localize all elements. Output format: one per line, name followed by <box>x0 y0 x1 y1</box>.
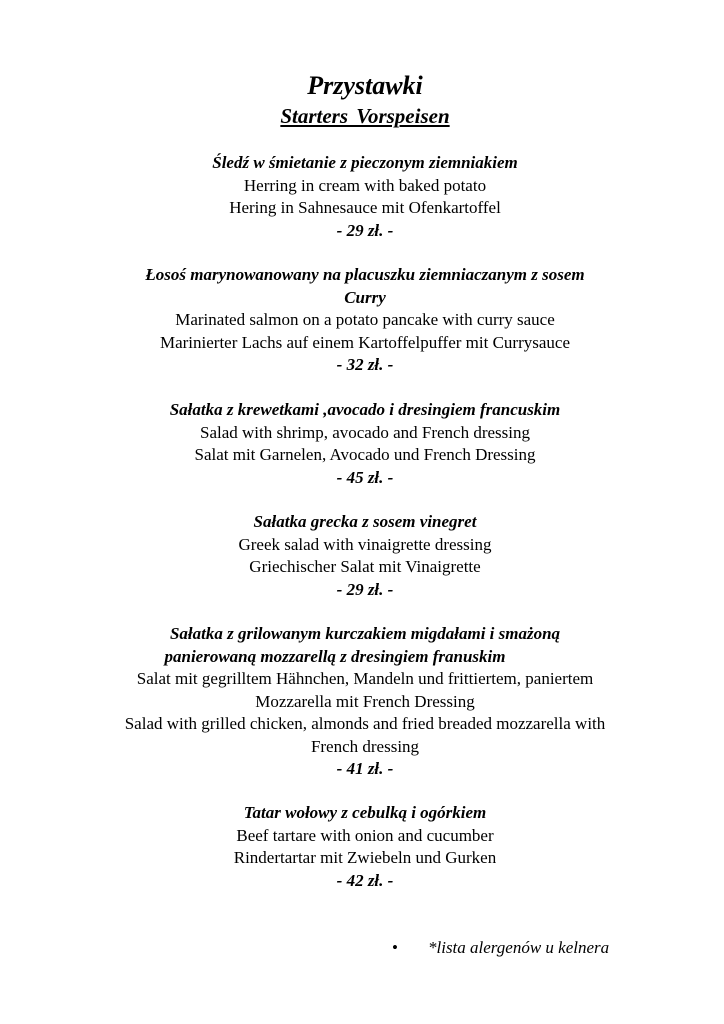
dish-price: - 45 zł. - <box>336 467 394 487</box>
menu-item-beef-tartare <box>0 802 724 892</box>
dish-name-pl-continued: Curry <box>344 287 386 307</box>
allergen-note <box>392 936 609 960</box>
allergen-note-text: *lista alergenów u kelnera <box>428 938 610 957</box>
dish-price: - 29 zł. - <box>336 579 394 599</box>
dish-name-pl: Łosoś marynowanowany na placuszku ziemniaczanym z sosem <box>145 265 585 284</box>
dish-name-de-continued: Mozzarella mit French Dressing <box>255 691 475 711</box>
dish-name-pl: Sałatka grecka z sosem vinegret <box>253 512 477 531</box>
dish-name-de: Rindertartar mit Zwiebeln und Gurken <box>233 848 497 867</box>
page-subtitle: Starters Vorspeisen <box>280 104 450 128</box>
dish-name-de: Marinierter Lachs auf einem Kartoffelpuffer mit Currysauce <box>159 332 571 352</box>
bullet-icon: • <box>392 938 398 957</box>
menu-item-herring <box>0 152 724 242</box>
dish-price: - 32 zł. - <box>336 355 394 374</box>
dish-name-en: Salad with grilled chicken, almonds and fried breaded mozzarella with <box>124 714 606 733</box>
menu-item-salmon <box>0 264 724 377</box>
dish-name-pl: Sałatka z krewetkami ,avocado i dresingiem francuskim <box>169 400 561 419</box>
dish-name-pl-continued: panierowaną mozzarellą z dresingiem franuskim <box>164 646 506 666</box>
dish-name-de: Griechischer Salat mit Vinaigrette <box>249 557 481 576</box>
dish-name-en-continued: French dressing <box>310 736 420 756</box>
dish-name-en: Greek salad with vinaigrette dressing <box>238 534 492 554</box>
dish-name-pl: Tatar wołowy z cebulką i ogórkiem <box>243 803 487 822</box>
dish-name-en: Marinated salmon on a potato pancake with curry sauce <box>175 310 555 329</box>
dish-name-de: Hering in Sahnesauce mit Ofenkartoffel <box>229 198 501 217</box>
page-title: Przystawki <box>307 71 423 100</box>
dish-name-en: Beef tartare with onion and cucumber <box>236 825 494 845</box>
menu-item-greek-salad <box>0 511 724 601</box>
dish-price: - 29 zł. - <box>336 220 394 240</box>
dish-name-de: Salat mit Garnelen, Avocado und French Dressing <box>194 445 536 464</box>
dish-name-de: Salat mit gegrilltem Hähnchen, Mandeln und frittiertem, paniertem <box>136 669 594 688</box>
dish-name-pl: Sałatka z grilowanym kurczakiem migdałami i smażoną <box>169 624 561 643</box>
dish-name-en: Salad with shrimp, avocado and French dressing <box>199 422 530 442</box>
dish-name-en: Herring in cream with baked potato <box>243 175 487 195</box>
dish-name-pl: Śledź w śmietanie z pieczonym ziemniakiem <box>212 153 518 172</box>
dish-price: - 41 zł. - <box>336 759 394 778</box>
menu-item-shrimp-salad <box>0 399 724 489</box>
dish-price: - 42 zł. - <box>336 870 394 890</box>
menu-item-chicken-salad <box>0 623 724 781</box>
